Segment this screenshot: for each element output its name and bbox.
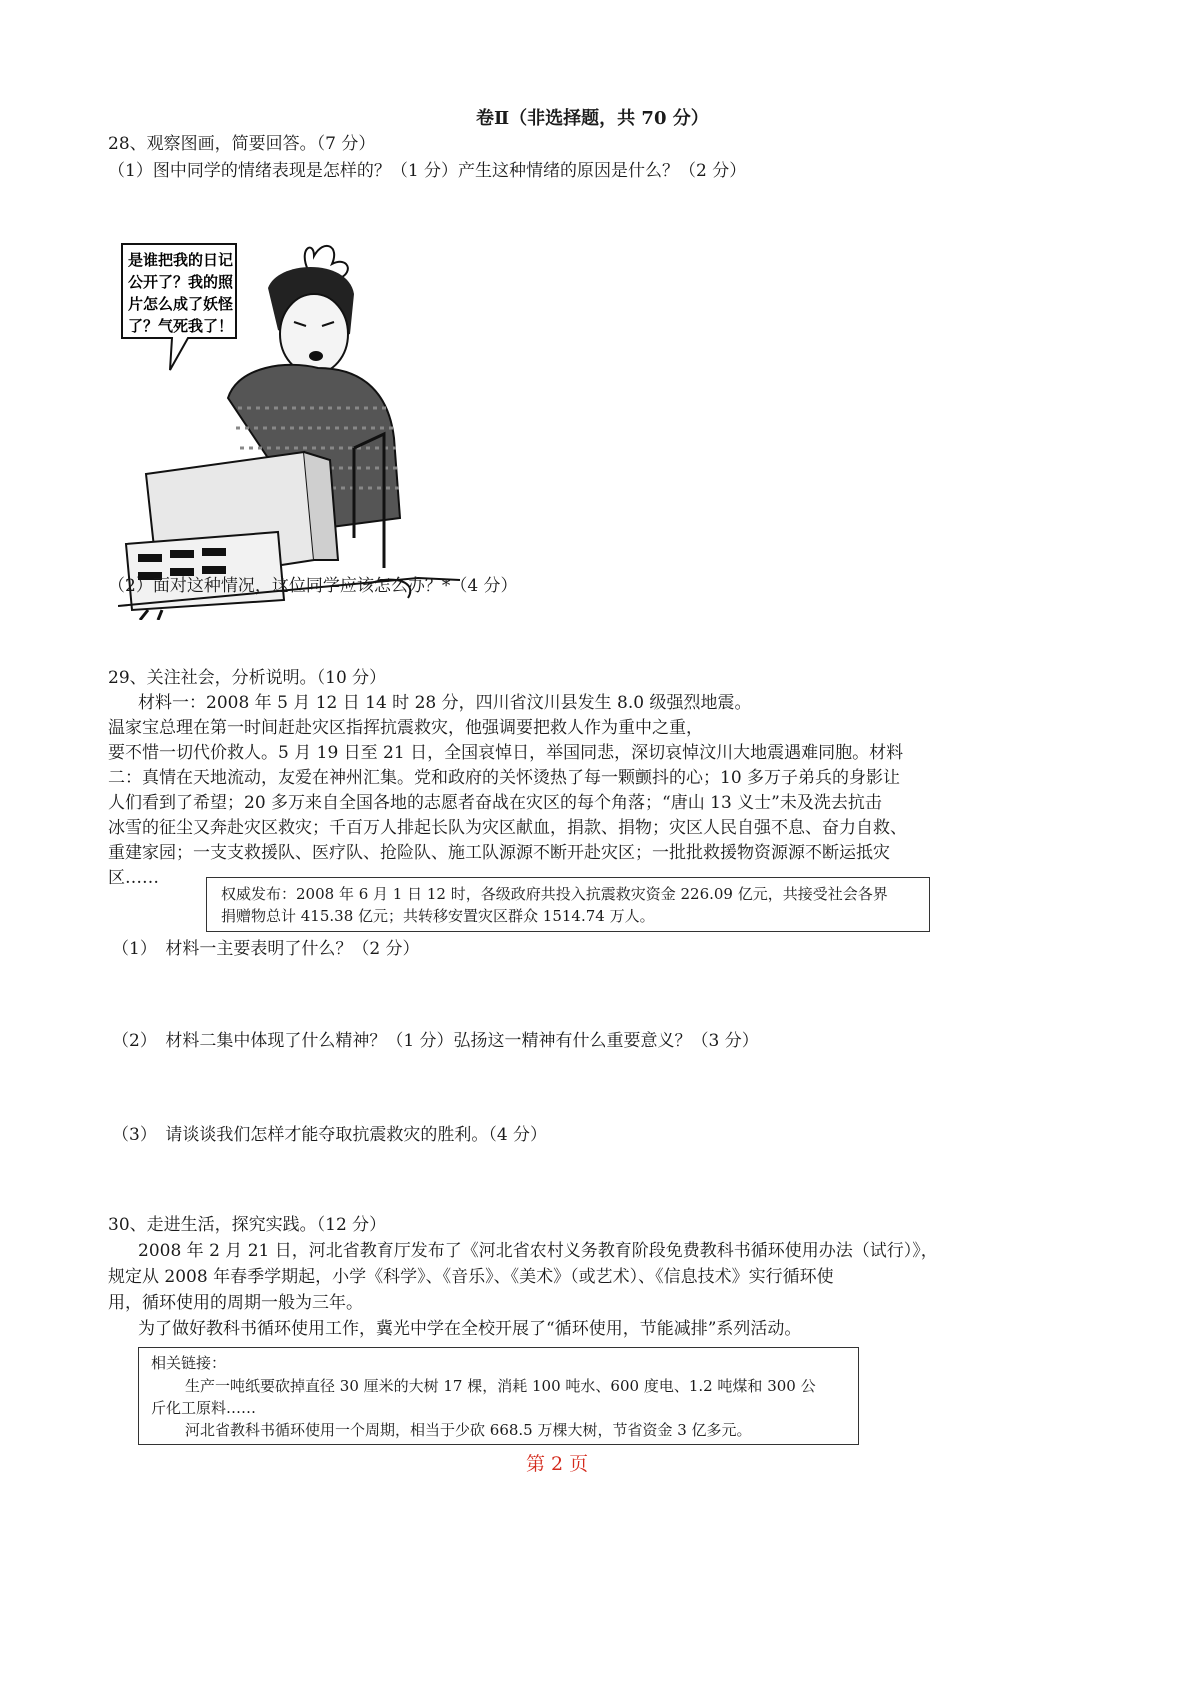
q28-title: 28、观察图画，简要回答。（7 分） [108,134,376,154]
q28-sub2: （2）面对这种情况，这位同学应该怎么办？*（4 分） [108,576,518,596]
speech-line-2: 公开了？我的照 [128,273,234,291]
speech-line-4: 了？气死我了！ [128,317,234,335]
speech-line-3: 片怎么成了妖怪 [128,295,234,313]
q30-line: 为了做好教科书循环使用工作，冀光中学在全校开展了“循环使用，节能减排”系列活动。 [138,1319,802,1339]
q29-sub3: （3） 请谈谈我们怎样才能夺取抗震救灾的胜利。（4 分） [112,1125,548,1145]
q29-line: 要不惜一切代价救人。5 月 19 日至 21 日，全国哀悼日，举国同悲，深切哀悼汶川大地震遇难同胞。材料 [108,743,904,763]
q29-line: 温家宝总理在第一时间赶赴灾区指挥抗震救灾，他强调要把救人作为重中之重， [108,718,703,738]
q30-box-line: 河北省教科书循环使用一个周期，相当于少砍 668.5 万棵大树，节省资金 3 亿多元。 [185,1421,752,1439]
q29-box-line: 权威发布：2008 年 6 月 1 日 12 时，各级政府共投入抗震救灾资金 226.09 亿元，共接受社会各界 [221,885,888,903]
q28-sub1: （1）图中同学的情绪表现是怎样的？（1 分）产生这种情绪的原因是什么？（2 分） [108,161,747,181]
q29-line: 材料一：2008 年 5 月 12 日 14 时 28 分，四川省汶川县发生 8.0 级强烈地震。 [138,693,752,713]
q29-title: 29、关注社会，分析说明。（10 分） [108,668,387,688]
q30-related-links-box [138,1347,859,1445]
q30-title: 30、走进生活，探究实践。（12 分） [108,1215,387,1235]
page-number: 第 2 页 [526,1453,589,1475]
q29-sub1: （1） 材料一主要表明了什么？（2 分） [112,939,420,959]
cartoon-illustration [118,238,460,620]
q30-box-heading: 相关链接： [151,1354,227,1372]
speech-line-1: 是谁把我的日记 [128,251,234,269]
q29-line: 冰雪的征尘又奔赴灾区救灾；千百万人排起长队为灾区献血，捐款、捐物；灾区人民自强不息、奋力自救、 [108,818,907,838]
q29-line: 区…… [108,868,159,888]
q30-box-line: 生产一吨纸要砍掉直径 30 厘米的大树 17 棵，消耗 100 吨水、600 度电、1.2 吨煤和 300 公 [185,1377,816,1395]
q29-sub2: （2） 材料二集中体现了什么精神？（1 分）弘扬这一精神有什么重要意义？（3 分） [112,1031,759,1051]
q29-line: 人们看到了希望；20 多万来自全国各地的志愿者奋战在灾区的每个角落；“唐山 13 义士”未及洗去抗击 [108,793,882,813]
q29-box-line: 捐赠物总计 415.38 亿元；共转移安置灾区群众 1514.74 万人。 [221,907,655,925]
q29-data-box [206,877,930,932]
q29-line: 二：真情在天地流动，友爱在神州汇集。党和政府的关怀烫热了每一颗颤抖的心；10 多万子弟兵的身影让 [108,768,901,788]
q30-line: 规定从 2008 年春季学期起，小学《科学》、《音乐》、《美术》（或艺术）、《信息技术》实行循环使 [108,1267,834,1287]
q30-line: 用，循环使用的周期一般为三年。 [108,1293,363,1313]
q29-line: 重建家园；一支支救援队、医疗队、抢险队、施工队源源不断开赴灾区；一批批救援物资源源不断运抵灾 [108,843,890,863]
section-title: 卷Ⅱ（非选择题，共 70 分） [476,108,709,129]
q30-box-line: 斤化工原料…… [151,1399,257,1417]
q30-line: 2008 年 2 月 21 日，河北省教育厅发布了《河北省农村义务教育阶段免费教科书循环使用办法（试行）》， [138,1241,938,1261]
